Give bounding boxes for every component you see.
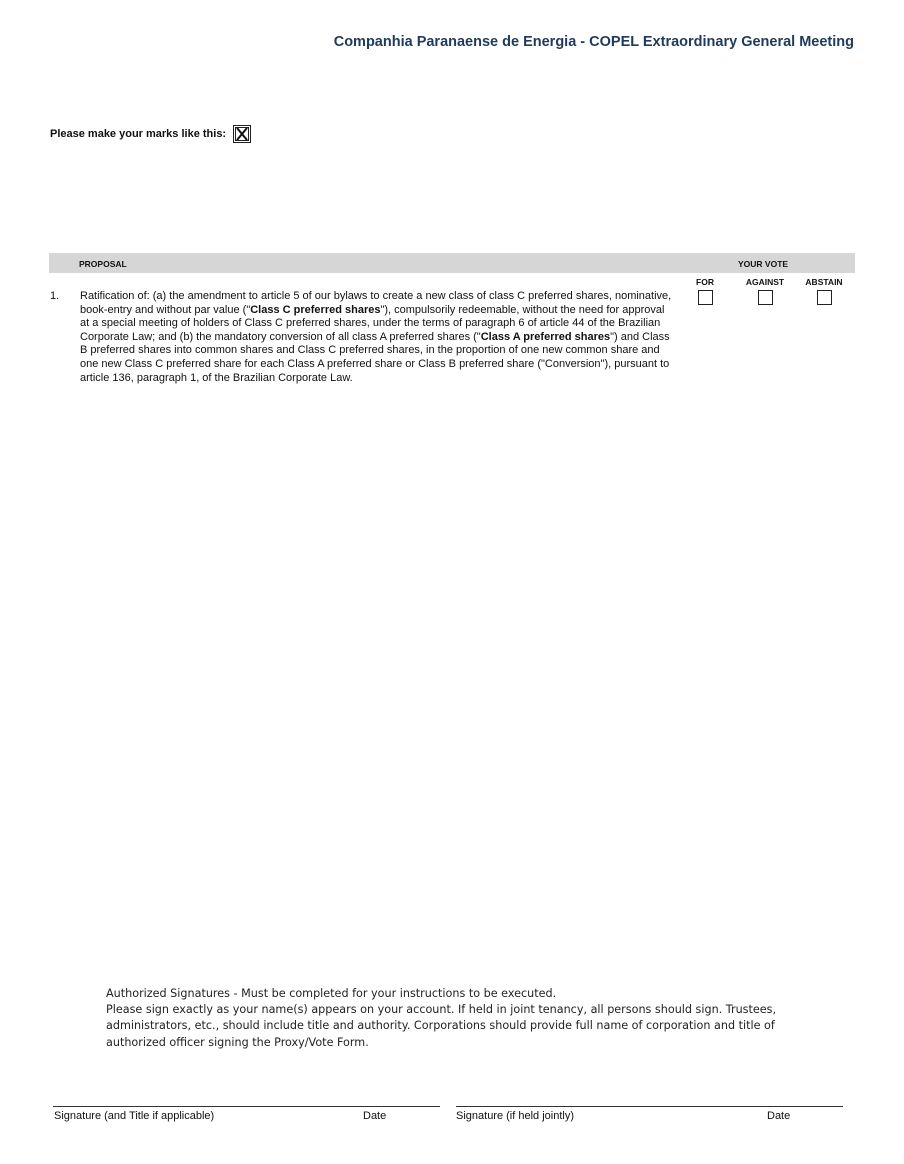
- vote-for-label: FOR: [696, 277, 714, 287]
- signature-date-label: Date: [363, 1110, 387, 1122]
- joint-signature-date-label: Date: [767, 1110, 791, 1122]
- vote-abstain-checkbox[interactable]: [817, 290, 832, 305]
- proposal-number: 1.: [50, 290, 60, 302]
- proposal-defined-term: Class A preferred shares: [480, 330, 611, 343]
- vote-for-checkbox[interactable]: [698, 290, 713, 305]
- proposal-defined-term: Class C preferred shares: [250, 303, 381, 316]
- signature-label: Signature (and Title if applicable): [54, 1110, 215, 1122]
- proposal-text: Ratification of: (a) the amendment to article 5 of our bylaws to create a new class of class C preferred shares, nominative, book-entry and without par value ("Class C preferred shares"), compulsorily redeemable, without the need for approval at a special meeting of holders of Class C preferred shares, under the terms of paragraph 6 of article 44 of the Brazilian Corporate Law; and (b) the mandatory conversion of all class A preferred shares ("Class A preferred shares") and Class B preferred shares into common shares and Class C preferred shares, in the proportion of one new common share and one new Class C preferred share for each Class A preferred share or Class B preferred share ("Conversion"), pursuant to article 136, paragraph 1, of the Brazilian Corporate Law.: [80, 290, 672, 384]
- mark-example-row: [50, 125, 251, 143]
- signature-line[interactable]: [53, 1106, 440, 1107]
- vote-against-label: AGAINST: [745, 277, 785, 287]
- vote-option-abstain: [800, 277, 848, 305]
- joint-signature-line[interactable]: [456, 1106, 843, 1107]
- your-vote-column-header: YOUR VOTE: [738, 259, 789, 269]
- vote-option-against: [740, 277, 790, 305]
- joint-signature-label: Signature (if held jointly): [456, 1110, 575, 1122]
- authorized-signatures-heading: Authorized Signatures - Must be completed for your instructions to be executed.: [106, 987, 557, 1000]
- vote-against-checkbox[interactable]: [758, 290, 773, 305]
- proposal-table-header: [49, 253, 855, 273]
- signing-instructions: Please sign exactly as your name(s) appears on your account. If held in joint tenancy, all persons should sign. Trustees, administrators, etc., should include title and authority. Corporations should provide full name of corporation and title of authorized officer signing the Proxy/Vote Form.: [106, 1003, 777, 1049]
- vote-option-for: [693, 277, 717, 305]
- mark-example-label: Please make your marks like this:: [50, 128, 227, 140]
- authorized-signatures-notice: [106, 986, 796, 1051]
- document-title: Companhia Paranaense de Energia - COPEL Extraordinary General Meeting: [333, 34, 854, 50]
- proposal-column-header: PROPOSAL: [79, 259, 127, 269]
- vote-abstain-label: ABSTAIN: [805, 277, 843, 287]
- marked-checkbox-icon: [233, 125, 251, 143]
